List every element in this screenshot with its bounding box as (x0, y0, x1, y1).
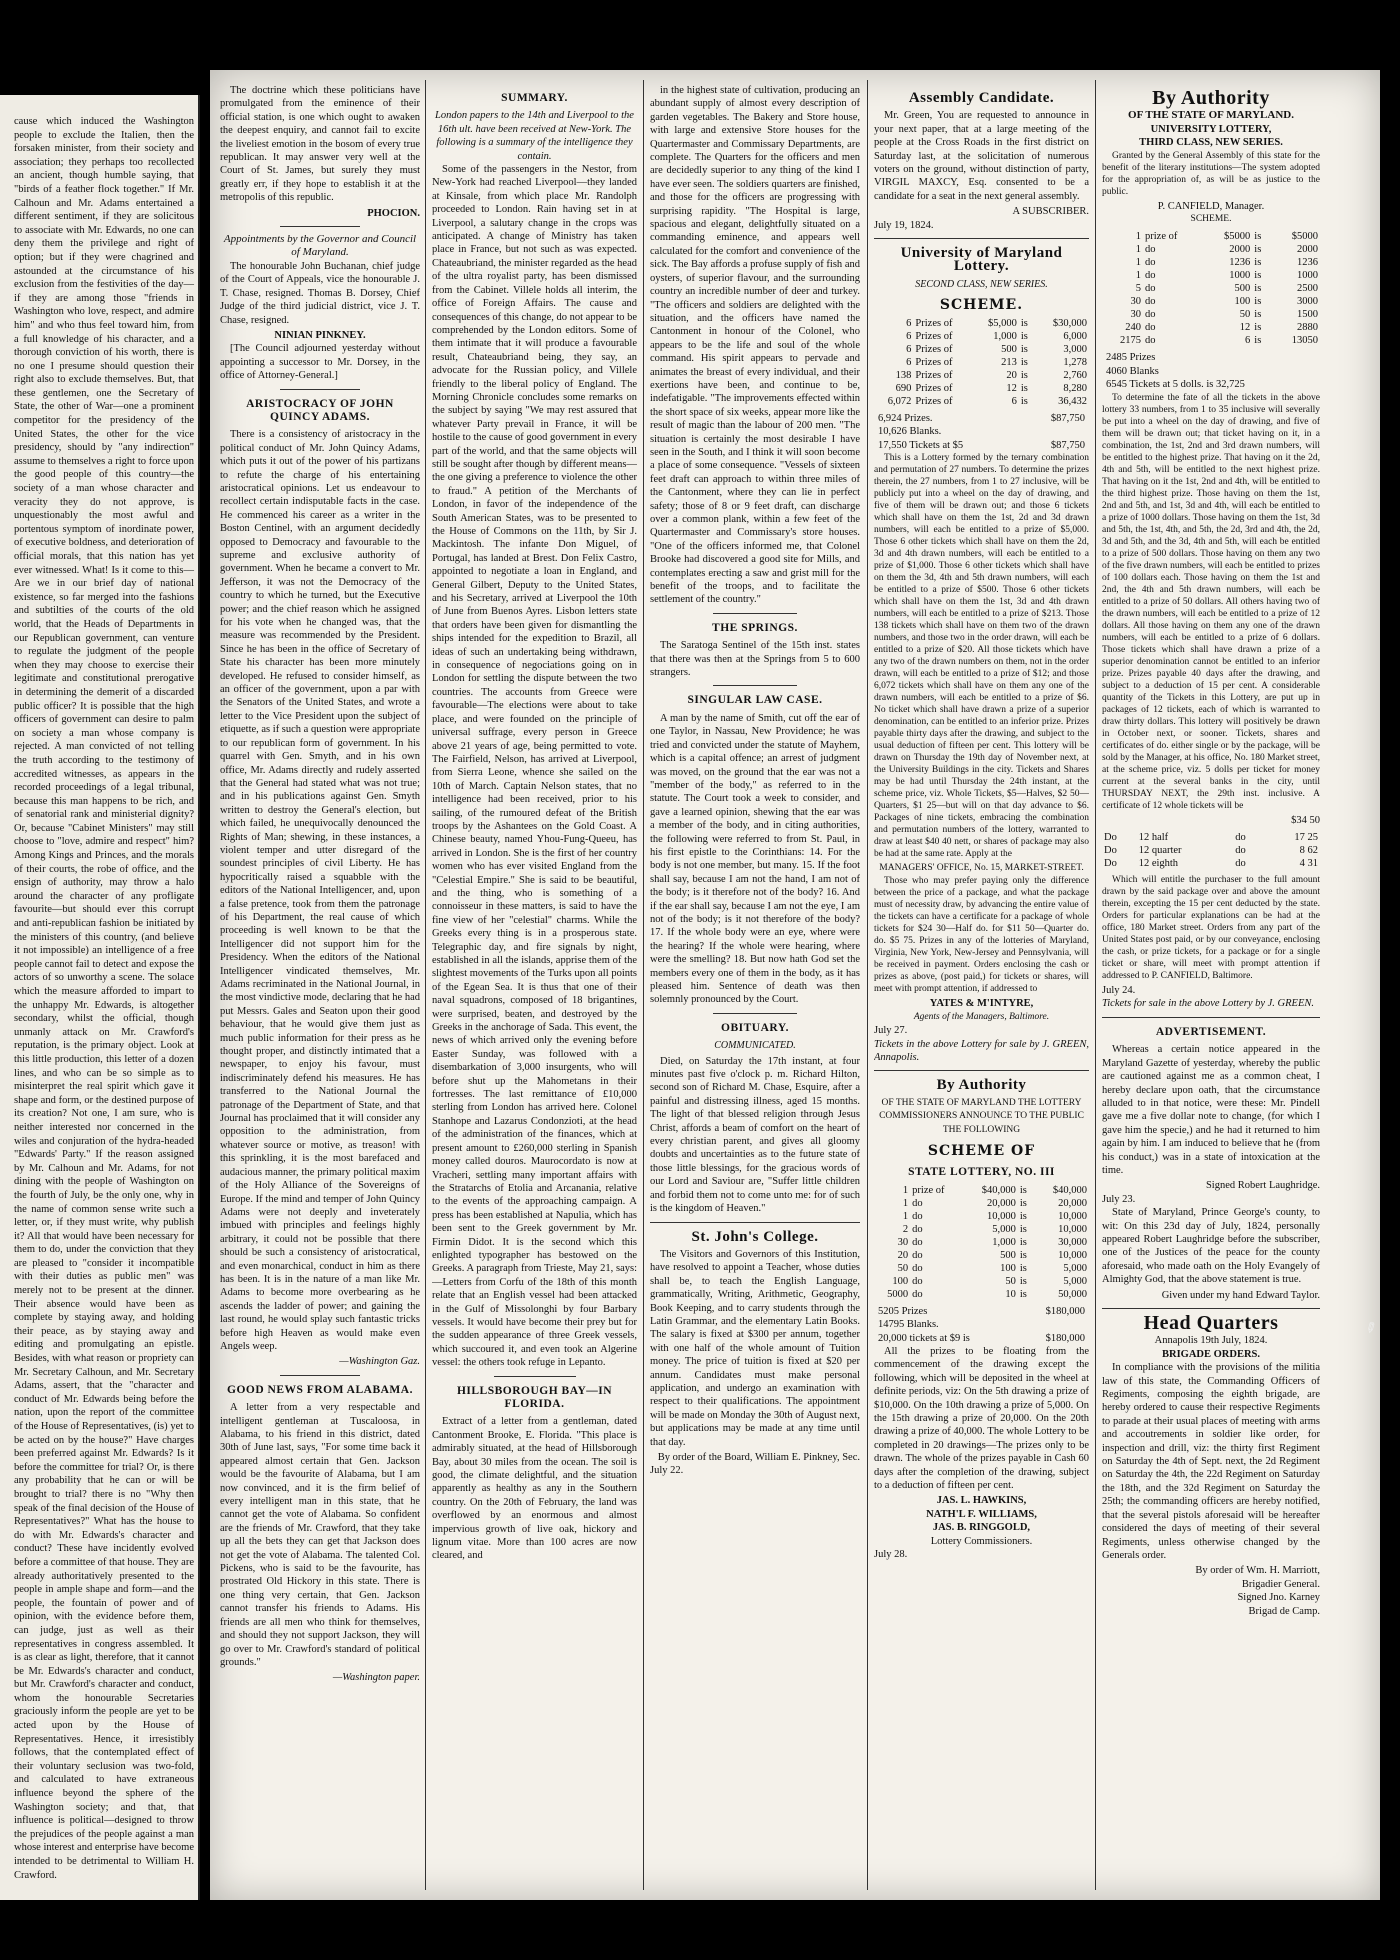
scheme-cell: 6,000 (1063, 330, 1087, 342)
scheme-row (874, 1210, 1089, 1223)
certificate-cell: do (1235, 858, 1246, 870)
scheme-cell: 12 (1006, 382, 1017, 394)
totals-label: 6545 Tickets at 5 dolls. is 32,725 (1106, 379, 1245, 391)
ad-text: This is a Lottery formed by the ternary combination and permutation of 27 numbers. To determine the prizes therein, the 27 numbers, from 1 to 27 inclusive, will be publicly put into a wheel on the day of drawing, and five of them will be drawn out; and those 6 tickets which shall have on them the 1st, 2d and 3d drawn numbers, will each be entitled to a prize of $5,000. Those 6 other tickets which shall have on them the 2d, 3d and 4th drawn numbers, will each be entitled to a prize of $1,000. Those 6 other tickets which shall have on them the 3d, 4th and 5th drawn numbers, will each be entitled to a prize of $500. Those 6 other tickets which shall have on them the 1st, 3d and 4th drawn numbers, will each be entitled to a prize of $213. Those 138 tickets which shall have on them two of the drawn numbers, and those two in the order drawn, will each be entitled to a prize of $20. All those tickets which have any two of the drawn numbers on them, not in the order drawn, will each be entitled to a prize of $12; and those 6,072 tickets which shall have on them any one of the drawn numbers, will each be entitled to a prize of $6. No ticket which shall have drawn a prize of a superior denomination, can be entitled to an inferior prize. Prizes payable thirty days after the drawing, and subject to the usual deduction of fifteen per cent. This lottery will be drawn on Thursday the 19th day of November next, at the University Buildings in the city. Tickets and Shares may be had until Thursday the 24th instant, at the scheme price, viz. Whole Tickets, $5—Halves, $2 50—Quarters, $1 25—but will on that day advance to $6. Packages of nine tickets, embracing the combination and permutation numbers of the lottery, warranted to draw at least $40 40 nett, or shares of package may also be had at the same rate. Apply at the (874, 452, 1089, 859)
totals-label: 5205 Prizes (878, 1305, 928, 1317)
scheme-cell: is (1254, 296, 1262, 308)
ad-text: To determine the fate of all the tickets in the above lottery 33 numbers, from 1 to 35 inclusive will severally be put into a wheel on the day of drawing, and five of them will be drawn out; that ticket having on it, in a combination, the 1st, 2nd and 3rd drawn numbers, will be entitled to the highest prize. That having on it the 2d, 4th and 5th, will be entitled to the next highest prize. That having on it the 1st, 2nd and 4th, will be entitled to the third highest prize. Those having on them the 1st, 2nd and 5th, and 1st, 3d and 4th, will each be entitled to a prize of 1000 dollars. Those having on them the 1st, 3d and 5th, the 1st, 4th, and 5th, the 2d, 3rd and 4th, the 2d, 3d and 5th, and the 3d, 4th and 5th, will each be entitled to a prize of 500 dollars. Those having on them any two of the five drawn numbers, will each be entitled to prizes of 100 dollars each. Those having on them the 1st and 2nd, the 4th and 5th drawn numbers, will each be entitled to a prize of 50 dollars. All others having two of the drawn numbers, will each be entitled to a prize of 12 dollars. All those having on them any one of the drawn numbers, will each be entitled to a prize of 6 dollars. Those tickets which shall have drawn a prize of a superior denomination cannot be entitled to an inferior prize. Prizes payable 40 days after the drawing, and subject to a deduction of 15 per cent. A considerable quantity of the Tickets in this Lottery, are put up in packages of 12 tickets, each of which is warranted to draw thirty dollars. This lottery will positively be drawn in October next, or sooner. Tickets, shares and certificates of do. either single or by the package, will be sold by the Manager, at his office, No. 180 Market street, at the scheme price, viz. 5 dolls per ticket for money current at the several banks in the city, until THURSDAY NEXT, the 29th inst. inclusive. A certificate of 12 whole tickets will be (1102, 392, 1320, 811)
totals-value: $180,000 (1045, 1332, 1085, 1344)
dateline: July 23. (1102, 1193, 1136, 1205)
scheme-cell: is (1019, 1184, 1027, 1196)
article-text: There is a consistency of aristocracy in the political conduct of Mr. John Quincy Adams, which puts it out of the power of his partizans to refute the charge of his entertaining aristocratical opinions. Let us endeavour to recollect certain indisputable facts in the case. He commenced his career as a writer in the Boston Centinel, with an argument decidedly opposed to Democracy and favourable to the supreme and exclusive authority of government. When he became a convert to Mr. Jefferson, it was not the Democracy of the country to which he turned, but the Executive power; and the chief reason which he assigned for his vote when he changed was, that the measure was recommended by the President. Since he has been in the office of Secretary of State his character has been more minutely developed. He refused to consider himself, as an officer of the government, upon a par with the Senators of the United States, and wrote a letter to the Vice President upon the subject of etiquette, as if such a question were appropriate to our republican form of government. In his quarrel with Gen. Smyth, and in his own office, Mr. Adams directly and rudely asserted that the General had stated what was not true; and in his publications against Gen. Smyth written to destroy the General's election, but which failed, he unequivocally denounced the Rights of Man; shewing, in these instances, a violent temper and utter disregard of the soundest principles of civil Liberty. He has hypocritically raised a squabble with the editors of the National Intelligencer, and, upon a false pretence, took from them the patronage of his Department, the real cause of which proceeding is well known to be that the Intelligencer did not support him for the Presidency. When the editors of the National Intelligencer vindicated themselves, Mr. Adams recriminated in the National Journal, in the most vindictive mode, declaring that he had put Messrs. Gales and Seaton upon their good behaviour, that he would give them just as much public information for their press as he thought proper, and distinctly intimated that a newspaper, to enjoy his favour, must indiscriminately defend his measures. He has transferred to the National Journal the patronage of the Department of State, and that Journal has proclaimed that it will consider any opposition to the administration, from whatever source or motive, as treason! with this sprinkling, it is the most barefaced and audacious manner, the primary political maxim of the Holy Alliance of the Sovereigns of Europe. If the mind and temper of John Quincy Adams were not deeply and inveterately imbued with principles and feelings highly arbitrary, it could not be possible that there should be such a consistency of aristocratical, and even monarchical, conduct in him as there has been. It is in the nature of a man like Mr. Adams to become more overbearing as he ascends the ladder of power; and gaining the last round, he would splay such fantastic tricks before high Heaven as would make even Angels weep. (220, 429, 420, 1352)
scheme-row (1102, 256, 1320, 269)
article-text: Extract of a letter from a gentleman, dated Cantonment Brooke, E. Florida. "This place is admirably situated, at the head of Hillsborough Bay, about 30 miles from the ocean. The soil is good, the climate delightful, and the situation apparently as healthy as any in the Southern country. On the 20th of February, the land was overflowed by an enormous and almost impervious growth of live oak, hickory and lignum vitae. More than 100 acres are now cleared, and (432, 1416, 637, 1562)
scheme-cell: Prizes of (915, 356, 953, 368)
signature: PHOCION. (367, 207, 420, 219)
scheme-cell: do (1145, 322, 1156, 334)
ad-subheading: OF THE STATE OF MARYLAND. (1128, 109, 1294, 122)
scheme-cell: 1 (1135, 257, 1142, 269)
scheme-cell: 2 (902, 1223, 909, 1235)
column-5 (1102, 84, 1320, 1884)
scheme-cell: 10,000 (987, 1210, 1016, 1222)
signature: Signed Jno. Karney (1237, 1592, 1320, 1604)
lottery-scheme-table (874, 1184, 1089, 1301)
scheme-cell: 20 (897, 1249, 909, 1261)
signature: NINIAN PINKNEY. (274, 329, 366, 341)
scheme-cell: $5,000 (987, 317, 1017, 329)
article-headline: THE SPRINGS. (712, 621, 798, 634)
scheme-cell: 6 (906, 356, 912, 368)
scheme-cell: 1 (902, 1184, 909, 1196)
article-text: Died, on Saturday the 17th instant, at four minutes past five o'clock p. m. Richard Hilton, second son of Richard M. Chase, Esquire, after a painful and distressing illness, aged 15 months. The light of that blessed religion through Jesus Christ, affords a beam of comfort on the heart of every christian parent, and gives all gloomy doubts and uncertainties as to the future state of those little blessings, for the gracious words of our Lord and Saviour are, "Suffer little children and forbid them not to come unto me: for of such is the kingdom of Heaven." (650, 1055, 860, 1215)
totals-label: 4060 Blanks (1106, 365, 1159, 377)
signature: By order of the Board, William E. Pinkney, Sec. (657, 1452, 860, 1463)
signature: —Washington Gaz. (339, 1356, 420, 1368)
scheme-cell: 36,432 (1058, 395, 1087, 407)
scheme-cell: is (1254, 231, 1262, 243)
scheme-totals (874, 1318, 1089, 1331)
scheme-cell: 1236 (1229, 257, 1251, 269)
totals-label: 17,550 Tickets at $5 (878, 439, 964, 451)
scheme-row (874, 317, 1089, 330)
scheme-totals (1102, 378, 1320, 391)
scheme-cell: 1 (902, 1197, 909, 1209)
scheme-cell: do (1145, 244, 1156, 256)
scheme-cell: $40,000 (1052, 1184, 1087, 1196)
column-divider (1095, 80, 1096, 1890)
ad-text: Granted by the General Assembly of this state for the benefit of the literary institutions—The system adopted for the appropriation of, as will be as justice to the public. (1102, 150, 1320, 197)
scheme-row (1102, 295, 1320, 308)
scheme-row (1102, 321, 1320, 334)
scheme-cell: do (1145, 309, 1156, 321)
certificate-cell: 12 quarter (1138, 845, 1182, 857)
scheme-cell: 10,000 (1058, 1249, 1087, 1261)
ad-text: Tickets for sale in the above Lottery by J. GREEN. (1102, 998, 1314, 1010)
section-heading: Appointments by the Governor and Council of Maryland. (223, 233, 417, 259)
article-text: [The Council adjourned yesterday without appointing a successor to Mr. Dorsey, in the office of Attorney-General.] (220, 343, 420, 382)
article-text: The Visitors and Governors of this Institution, have resolved to appoint a Teacher, whose duties shall be, to teach the English Language, grammatically, Writing, Arithmetic, Geography, Book Keeping, and to carry students through the Latin Grammar, and the elementary Latin Books. The salary is fixed at $300 per annum, together with one half of the whole amount of Tuition money. The price of tuition is fixed at $20 per annum. Candidates must make personal application, and undergo an examination with respect to their qualifications. The appointment will be made on Monday the 30th of August next, but applications may be made at any time until that day. (650, 1248, 860, 1448)
totals-label: 6,924 Prizes. (878, 412, 933, 424)
ad-headline: University of Maryland Lottery. (900, 245, 1063, 275)
scheme-row (874, 1184, 1089, 1197)
scheme-cell: 10 (1005, 1288, 1016, 1300)
scheme-cell: 5 (1135, 283, 1142, 295)
column-divider (425, 80, 426, 1890)
scheme-cell: 213 (1001, 356, 1017, 368)
scheme-cell: is (1019, 1197, 1027, 1209)
article-text: A man by the name of Smith, cut off the ear of one Taylor, in Nassau, New Providence; he was tried and convicted under the statute of Mayhem, which is a capital offence; an arrest of judgment was moved, on the ground that the ear was not a "member of the body," as referred to in the statute. The Court took a week to consider, and gave a learned opinion, shewing that the ear was a member of the body, and in citing authorities, the following were referred to from St. Paul, in his first epistle to the Corinthians: 14. For the body is not one member, but many. 15. If the foot shall say, because I am not the hand, I am not of the body; is it therefore not of the body? 16. And if the ear shall say, because I am not the eye, I am not of the body; is it not therefore of the body? 17. If the whole body were an eye, where were the hearing? If the whole were hearing, where were the smelling? 18. But now hath God set the members every one of them in the body, as it has pleased him. Sentence of death was then solemnly pronounced by the Court. (650, 712, 860, 1006)
scheme-row (1102, 243, 1320, 256)
article-headline: St. John's College. (691, 1228, 819, 1245)
certificate-row (1102, 831, 1320, 844)
scheme-row (1102, 334, 1320, 347)
dateline: July 22. (650, 1465, 684, 1477)
article-headline: SINGULAR LAW CASE. (687, 694, 823, 707)
article-text: Some of the passengers in the Nestor, from New-York had reached Liverpool—they landed at Kinsale, from which place Mr. Randolph proceeded to London. Rain having set in at Liverpool, a salutary change in the crops was anticipated. A change of Ministry has taken place in France, but not such as was expected. Chateaubriand, the minister regarded as the head of the ultra royalist party, has been dismissed from the Cabinet. Villele holds all interim, the office of Foreign Affairs. The cause and consequences of this change, do not appear to be comprehended by the London editors. Some of them intimate that it will produce a favourable result, Chateaubriand being, they say, an advocate for the Russian policy, and Villele friendly to the liberal policy of England. The Morning Chronicle concludes some remarks on the subject by saying "We may rest assured that whatever Party prevail in France, it will be hostile to the cause of good government in every part of the world, and that the same objects will still be sought after though by different means—the one giving a preference to violence the other to fraud." A petition of the Merchants of London, in favor of the independence of the South American States, was to be presented to the House of Commons on the 11th, by Sir J. Mackintosh. The infante Don Miguel, of Portugal, has landed at Brest. Don Felix Castro, appointed to negotiate a loan in England, and General Gilbert, Deputy to the United States, and his Secretary, arrived at Liverpool the 10th of June from Buenos Ayres. Lisbon letters state that orders have been given for dismantling the ships intended for the expedition to Brazil, all ideas of such an undertaking being withdrawn, in consequence of negociations going on in London for settling the dispute between the two countries. The accounts from Greece were favourable—The elections were about to take place, and were founded on the principle of universal suffrage, every person in Greece above 21 years of age, being permitted to vote. The Fairfield, Nelson, has arrived at Liverpool, from Sierra Leone, whence she sailed on the 10th of March. Captain Nelson states, that no intelligence had been received, prior to his sailing, of the rumoured defeat of the British troops by the Ashantees on the Gold Coast. A Chinese beauty, named Yhou-Fung-Queeu, has arrived in London. She is the first of her country women who has ever visited England from the "Celestial Empire." She is said to be beautiful, and the thing, who is something of a connoisseur in these matters, is said to have the fine view of her "celestial" charms. While the Greeks every thing is in a prosperous state. Telegraphic day, and fire signals by night, established in all the islands, apprise them of the slightest movements of the Turks upon all points of the Egean Sea. It is thus that one of their naval squadrons, composed of 18 brigantines, were surprised, beaten, and destroyed by the Greeks in the anchorage of Sada. This event, the news of which arrived only the evening before Easter Sunday, was followed with a disembarkation of 3,000 insurgents, who will before shut up the Mahometans in their fortresses. The last remittance of £10,000 sterling from London has arrived here. Colonel Stanhope and Lazarus Condonzioti, at the head of the administration of the finances, which at present amount to £260,000 sterling in Spanish money called douros. Maurocordato is now at Vracheri, settling many important affairs with the Stratarchs of Etolia and Arcanania, relative to the events of the approaching campaign. A press has been established at Napulia, which has been sent to the Greek government by Mr. Firmin Didot. It is the second which this enlighted typographer has bestowed on the Greeks. A paragraph from Trieste, May 21, says:—Letters from Corfu of the 18th of this month relate that an English vessel had been attacked in the Gulf of Missolonghi by four Barbary vessels. It would have become their prey but for the sudden appearance of three Greek vessels, which succoured it, and even took an Algerine vessel: the others took refuge in Lepanto. (432, 164, 637, 1369)
dateline: July 19, 1824. (874, 219, 934, 231)
scheme-cell: do (912, 1275, 923, 1287)
scheme-cell: 2000 (1297, 244, 1318, 256)
scheme-totals (874, 412, 1089, 425)
scheme-cell: 1,000 (993, 330, 1017, 342)
scheme-cell: 10,000 (1058, 1223, 1087, 1235)
section-subheading: COMMUNICATED. (714, 1040, 796, 1052)
article-intro: London papers to the 14th and Liverpool to the 16th ult. have been received at New-York. The following is a summary of the intelligence they contain. (435, 110, 634, 162)
signature: Brigadier General. (1241, 1578, 1320, 1590)
article-headline: GOOD NEWS FROM ALABAMA. (227, 1383, 413, 1396)
scheme-cell: is (1254, 335, 1262, 347)
scheme-cell: 8,280 (1063, 382, 1087, 394)
article-text: A letter from a very respectable and intelligent gentleman at Tuscaloosa, in Alabama, to his friend in this district, dated 30th of June last, says, "For some time back it appeared almost certain that Gen. Jackson would be the favourite of Alabama, but I am now convinced, and it is the firm belief of every intelligent man in this state, that he cannot get the vote of Alabama. So confident are the friends of Mr. Crawford, that they take up all the bets they can get that Jackson does not get the vote of Alabama. The talented Col. Pickens, who is said to be the favourite, has prostrated Old Hickory in this state. There is one thing very certain, that Gen. Jackson cannot transfer his friends to Adams. His friends are all men who think for themselves, and should they not support Jackson, they will go over to Mr. Crawford's standard of political grounds." (220, 1402, 420, 1668)
certificate-cell: do (1235, 845, 1246, 857)
certificate-cell: Do (1104, 845, 1117, 857)
lottery-scheme-table (874, 317, 1089, 408)
scheme-cell: is (1019, 1288, 1027, 1300)
scheme-row (874, 330, 1089, 343)
signature: By order of Wm. H. Marriott, (1195, 1565, 1320, 1577)
scheme-cell: 100 (892, 1275, 909, 1287)
scheme-cell: 30 (897, 1236, 909, 1248)
scheme-cell: 1 (1135, 244, 1142, 256)
certificate-row (1102, 844, 1320, 857)
scheme-cell: do (912, 1197, 923, 1209)
scheme-cell: do (912, 1223, 923, 1235)
scheme-cell: do (912, 1288, 923, 1300)
scheme-row (1102, 269, 1320, 282)
scheme-cell: 1000 (1297, 270, 1318, 282)
ad-subheading: UNIVERSITY LOTTERY, (1150, 123, 1272, 135)
scheme-cell: 6 (1011, 395, 1017, 407)
scheme-cell: 30,000 (1058, 1236, 1087, 1248)
scheme-cell: is (1254, 257, 1262, 269)
scheme-cell: 5,000 (992, 1223, 1016, 1235)
article-text: The honourable John Buchanan, chief judge of the Court of Appeals, vice the honourable J. T. Chase, resigned. Thomas B. Dorsey, Chief Judge of the third judicial district, vice J. T. Chase, resigned. (220, 260, 420, 326)
signature: A SUBSCRIBER. (1012, 206, 1089, 218)
scheme-cell: $5000 (1224, 231, 1251, 243)
scheme-cell: is (1019, 1262, 1027, 1274)
scheme-cell: 50 (897, 1262, 909, 1274)
scheme-row (1102, 282, 1320, 295)
scheme-cell: is (1254, 309, 1262, 321)
newspaper-page (210, 70, 1380, 1900)
certificate-table (1102, 831, 1320, 870)
scheme-row (874, 1262, 1089, 1275)
article-headline: HILLSBOROUGH BAY—IN FLORIDA. (456, 1384, 613, 1410)
scheme-cell: is (1020, 356, 1028, 368)
scheme-cell: 1 (902, 1210, 909, 1222)
ad-headline: Head Quarters (1143, 1312, 1279, 1334)
scheme-cell: 2000 (1229, 244, 1251, 256)
scheme-cell: 690 (895, 382, 912, 394)
totals-label: 10,626 Blanks. (878, 426, 942, 438)
signature: Agents of the Managers, Baltimore. (913, 1011, 1050, 1022)
signature: Lottery Commissioners. (930, 1535, 1033, 1547)
scheme-cell: Prizes of (915, 330, 953, 342)
ad-text: Which will entitle the purchaser to the full amount drawn by the said package over and above the amount therein, excepting the 15 per cent deducted by the state. Orders for particular explanations can be had at the office, 180 Market street. Orders from any part of the United States post paid, or by our conveyance, enclosing the cash, or prize tickets, for a package or for a single ticket or share, will meet with prompt attention if addressed to P. CANFIELD, Baltimore. (1102, 875, 1320, 982)
ad-subheading: SCHEME. (1190, 214, 1232, 225)
article-text: in the highest state of cultivation, producing an abundant supply of almost every description of garden vegetables. The Bakery and Store house, with large and extensive Store houses for the Quartermaster and Commissary Departments, are complete. The Quarters for the officers and men are decidedly superior to any thing of the kind I have ever seen. The soldiers quarters are finished, and those for the officers are progressing with surprising rapidity. "The Hospital is large, spacious and elegant, delightfully situated on a commanding eminence, and appears well calculated for the comfort and convenience of the sick. The Bay affords a profuse supply of fish and oysters, of superior flavour, and the surrounding country an incredible number of deer and turkey. "The officers and soldiers are delighted with the situation, and the officers have named the Cantonment in honour of the Colonel, who appears to be the life and soul of the whole command. His spirit appears to pervade and animates the breast of every individual, and their exertions have been, and continue to be, indefatigable. "The improvements effected within the short space of six weeks, appear more like the result of magic than the labour of 200 men. "The situation is certainly the most desirable I have seen in the South, and I think it will soon become a place of some consequence. "Vessels of sixteen feet draft can approach to within three miles of the Cantonment, where they can lie in perfect safety; those of 8 or 9 feet draft, can discharge over a common plank, within a few feet of the Quartermaster and Commissary's store houses. "One of the officers informed me, that Colonel Brooke had discovered a good site for Mills, and contemplates erecting a saw and grist mill for the benefit of the troops, and to facilitate the settlement of the country." (650, 85, 860, 606)
ad-headline: ADVERTISEMENT. (1155, 1025, 1267, 1038)
scheme-cell: 138 (895, 369, 912, 381)
scheme-cell: do (912, 1249, 923, 1261)
ad-headline: SCHEME OF (927, 1142, 1036, 1159)
scheme-cell: 1,278 (1063, 356, 1087, 368)
totals-label: 20,000 tickets at $9 is (878, 1332, 970, 1344)
scheme-cell: do (1145, 296, 1156, 308)
ad-address: MANAGERS' OFFICE, No. 15, MARKET-STREET. (879, 862, 1084, 873)
scheme-cell: 13050 (1291, 335, 1318, 347)
ad-subheading: Annapolis 19th July, 1824. (1154, 1335, 1268, 1347)
certificate-cell: 12 half (1138, 832, 1169, 844)
signature: Given under my hand Edward Taylor. (1161, 1289, 1320, 1301)
ad-subheading: BRIGADE ORDERS. (1161, 1348, 1261, 1360)
scheme-cell: 500 (1234, 283, 1251, 295)
scheme-cell: is (1019, 1223, 1027, 1235)
scheme-row (874, 1223, 1089, 1236)
scheme-cell: is (1254, 322, 1262, 334)
certificate-cell: 8 62 (1299, 845, 1318, 857)
ad-headline: By Authority (1152, 87, 1270, 109)
scheme-cell: 6,072 (887, 395, 912, 407)
scheme-row (874, 369, 1089, 382)
scheme-cell: 6 (906, 317, 912, 329)
dateline: July 24. (1102, 985, 1136, 997)
scheme-cell: 2,760 (1063, 369, 1087, 381)
scheme-cell: 6 (906, 343, 912, 355)
ad-subheading: OF THE STATE OF MARYLAND THE LOTTERY COMMISSIONERS ANNOUNCE TO THE PUBLIC THE FOLLOWING (879, 1097, 1084, 1135)
signature: JAS. L. HAWKINS, (936, 1495, 1027, 1507)
scheme-totals (874, 1332, 1089, 1345)
ad-text: State of Maryland, Prince George's county, to wit: On this 23d day of July, 1824, personally appeared Robert Laughridge before the subscriber, one of the Justices of the peace for the county aforesaid, who made oath on the Holy Evangely of Almighty God, that the above statement is true. (1102, 1207, 1320, 1286)
scheme-cell: 20,000 (1058, 1197, 1087, 1209)
signature: Brigad de Camp. (1248, 1605, 1320, 1617)
signature: NATH'L F. WILLIAMS, (926, 1508, 1037, 1520)
ad-text: In compliance with the provisions of the militia law of this state, the Commanding Officers of Regiments, composing the eighth brigade, are hereby ordered to cause their respective Regiments to parade at their usual places of meeting with arms and accoutrements in soldier like order, for inspection and drill, viz: the thirty first Regiment on Saturday the 4th of Sept. next, the 2d Regiment on Saturday the 4th, the 22d Regiment on Saturday the 18th, and the 32d Regiment on Saturday the 25th; the commanding officers are hereby notified, that the several pistols aforesaid will be hereafter considered the days of meeting of their several Regiments, unless otherwise changed by the Generals order. (1102, 1362, 1320, 1561)
scheme-cell: 50 (1005, 1275, 1016, 1287)
column-divider (867, 80, 868, 1890)
signature: Signed Robert Laughridge. (1205, 1180, 1320, 1192)
scheme-row (874, 395, 1089, 408)
scheme-cell: Prizes of (915, 317, 953, 329)
totals-value: $87,750 (1050, 439, 1085, 451)
scheme-cell: 20 (1006, 369, 1017, 381)
ad-text: All the prizes to be floating from the commencement of the drawing except the following, which will be deposited in the wheel at definite periods, viz: On the 5th drawing a prize of $10,000. On the 10th drawing a prize of 5,000. On the 15th drawing a prize of 20,000. On the 20th drawing a prize of 40,000. The whole Lottery to be completed in 20 drawings—The prizes only to be drawn. The whole of the prizes payable in Cash 60 days after the completion of the drawing, subject to a deduction of fifteen per cent. (874, 1346, 1089, 1492)
certificate-cell: 17 25 (1294, 832, 1318, 844)
scheme-cell: 100 (1234, 296, 1251, 308)
ad-headline: SCHEME. (939, 297, 1024, 314)
scheme-cell: 30 (1130, 309, 1142, 321)
scheme-cell: do (912, 1262, 923, 1274)
scheme-cell: Prizes of (915, 343, 953, 355)
scheme-totals (1102, 365, 1320, 378)
scheme-cell: 1,000 (992, 1236, 1016, 1248)
scheme-totals (874, 425, 1089, 438)
scheme-row (874, 1236, 1089, 1249)
ad-subheading: SECOND CLASS, NEW SERIES. (915, 278, 1048, 290)
scheme-cell: 3,000 (1063, 343, 1087, 355)
totals-label: 14795 Blanks. (878, 1319, 939, 1331)
scheme-totals (874, 439, 1089, 452)
scheme-cell: is (1019, 1249, 1027, 1261)
scheme-cell: is (1020, 395, 1028, 407)
column-1 (220, 84, 420, 1884)
scheme-row (874, 343, 1089, 356)
certificate-cell: Do (1104, 832, 1117, 844)
scheme-totals (874, 1305, 1089, 1318)
scheme-cell: do (912, 1210, 923, 1222)
scheme-cell: is (1020, 317, 1028, 329)
scheme-cell: do (912, 1236, 923, 1248)
scheme-cell: do (1145, 257, 1156, 269)
article-headline: OBITUARY. (721, 1021, 789, 1034)
scheme-cell: 1 (1135, 231, 1142, 243)
scheme-row (874, 1249, 1089, 1262)
scheme-cell: 1 (1135, 270, 1142, 282)
scheme-totals (1102, 351, 1320, 364)
column-divider (198, 95, 200, 1900)
scheme-cell: 30 (1130, 296, 1142, 308)
ad-text: Those who may prefer paying only the difference between the price of a package, and what the package must of necessity draw, by advancing the entire value of the tickets can have a certificate for a package of whole tickets for $24 30—Half do. for $11 50—Quarter do. do. $5 75. Prizes in any of the lotteries of Maryland, Virginia, New York, New-Jersey and Pennsylvania, will be received in payment. Orders enclosing the cash or prizes as above, (post paid,) for tickets or shares, will meet with prompt attention, if addressed to (874, 876, 1089, 995)
certificate-cell: do (1235, 832, 1246, 844)
dateline: July 27. (874, 1025, 908, 1037)
scheme-cell: is (1019, 1210, 1027, 1222)
scheme-cell: is (1020, 343, 1028, 355)
scheme-cell: is (1019, 1236, 1027, 1248)
manager-name: P. CANFIELD, Manager. (1157, 200, 1265, 212)
scheme-cell: 500 (1000, 1249, 1016, 1261)
scheme-cell: 240 (1125, 322, 1142, 334)
signature: YATES & M'INTYRE, (929, 998, 1034, 1010)
scheme-row (1102, 230, 1320, 243)
signature: —Washington paper. (332, 1672, 420, 1684)
article-headline: ARISTOCRACY OF JOHN QUINCY ADAMS. (246, 397, 394, 423)
column-divider (643, 80, 644, 1890)
scheme-cell: 50,000 (1058, 1288, 1087, 1300)
scheme-cell: is (1020, 382, 1028, 394)
scheme-cell: 3000 (1297, 296, 1318, 308)
scheme-cell: 5,000 (1063, 1275, 1087, 1287)
article-text: The doctrine which these politicians have promulgated from the eminence of their official station, is one which ought to awaken the deepest enquiry, and cannot fail to excite the liveliest emotion in the bosom of every true republican. It may answer very well at the Court of St. James, but surely they must greatly err, if they hope to establish it at the metropolis of this republic. (220, 85, 420, 204)
dateline: July 28. (874, 1549, 908, 1561)
scheme-row (1102, 308, 1320, 321)
scheme-cell: is (1254, 283, 1262, 295)
signature: JAS. B. RINGGOLD, (932, 1522, 1031, 1534)
ad-text: Tickets in the above Lottery for sale by J. GREEN, Annapolis. (874, 1038, 1089, 1063)
scheme-cell: $5000 (1291, 231, 1318, 243)
scheme-cell: 5000 (887, 1288, 909, 1300)
scheme-row (874, 1288, 1089, 1301)
scheme-cell: is (1254, 270, 1262, 282)
scheme-cell: $30,000 (1052, 317, 1087, 329)
scheme-cell: is (1020, 369, 1028, 381)
scheme-cell: 2500 (1297, 283, 1318, 295)
ad-headline: STATE LOTTERY, NO. III (908, 1166, 1055, 1179)
scheme-cell: 100 (1000, 1262, 1016, 1274)
ad-headline: Assembly Candidate. (908, 90, 1055, 106)
scheme-cell: 20,000 (987, 1197, 1016, 1209)
scheme-cell: prize of (912, 1184, 945, 1196)
scheme-cell: do (1145, 270, 1156, 282)
scheme-cell: prize of (1145, 231, 1178, 243)
scheme-cell: 1000 (1229, 270, 1251, 282)
article-headline: SUMMARY. (501, 92, 568, 104)
scheme-cell: do (1145, 335, 1156, 347)
certificate-cell: 12 eighth (1138, 858, 1179, 870)
totals-label: 2485 Prizes (1106, 352, 1156, 364)
left-column-text: cause which induced the Washington people to exclude the Italien, then the forsaken minister, from their society and association; they perhaps too recollected an ancient, though humble saying, that "birds of a feather flock together." If Mr. Calhoun and Mr. Adams entertained a different sentiment, if they are solicitous to associate with Mr. Edwards, no one can deny them the privilege and right of option; but if they were chagrined and astounded at the circumstance of his exclusion from the festivities of the day—if they are among those "friends in Washington who love, respect, and admire him" and who thus feel toward him, from a full knowledge of his character, and a thorough conviction of his worth, there is no one I presume should question their right also to exclude themselves. But, that these gentlemen, one the Secretary of State, the other of War—one a prominent competitor for the presidency of the United States, the other for the vice presidency, should by "any indirection" assume to themselves a right to force upon the good people of this country—the society of a man whose character and veracity they do not approve, is unquestionably the most awful and portentous symptom of inordinate power, of executive boldness, and deterioration of official morals, that this nation has yet ever witnessed. What! Is it come to this—Are we in our brief day of national existence, so far merged into the fashions and subtilties of the courts of the old world, that the Heads of Departments in our Republican government, can venture to regulate the judgment of the people when they may choose to exercise their legitimate and constitutional prerogative in determining the demerit of a discarded public officer? It is possible that the high officers of government can desire to palm on society a man whose company is rejected. A man convicted of not telling the truth according to the testimony of accredited witnesses, as appears in the recorded proceedings of a legal tribunal, because this man happens to be rich, and of senatorial rank and ministerial dignity? Or, because "Cabinet Ministers" may still choose to "love, admire and respect" him? Among Kings and Princes, and the morals of their courts, the robe of office, and the ensign of authority, may throw a halo around the character of any profligate favourite—but should ever this corrupt and anti-republican fashion be initiated by the ministers of this country, (and believe it not impossible) an intelligence of a free people cannot fail to detect and expose the actors of so unworthy a scene. The solace which the measure afforded to impart to the unhappy Mr. Edwards, is altogether secondary, whilst the official, though unmanly attack on Mr. Crawford's reputation, is the primary object. Look at this little production, this letter of a dozen lines, and who can be so simple as to misinterpret the real spirit which gave it shape and form, or the destined purpose of its creation? Not one, I am sure, who is neither interested nor concerned in the wiles and conjuration of the hydra-headed "Edwards' Party." If the reason assigned by Mr. Calhoun and Mr. Adams, for not dining with the people of Washington on the fourth of July, be the only one, why in the name of common sense write such a letter, or, if they must write, why publish it? All that would have been necessary for them to do, under the conviction that they are pleased to "consider it incompatible with their duties as public men" was merely not to be present at the dinner. Their absence would have been as complete by staying away, and holding their peace, as by staying away and editing and promulgating an epistle. Besides, with what reason or propriety can Mr. Secretary Calhoun, and Mr. Secretary Adams, assert, that the "character and conduct of Mr. Edwards being before the nation, upon the report of the committee of the House of Representatives, (is) yet to be acted on by the house?" Have charges been preferred against Mr. Edwards? Is it before the committee for trial? Or, is there any probability that he can or will be brought to trial? there is no "Why then speak of the final decision of the House of Representatives?" What has the house to do with Mr. Edwards's character and conduct? These have incidently evolved before a committee of that house. They are already authoritatively presented to the people in ample shape and form—and the people, the fountain of power and of opinion, with the evidence before them, can judge, just as well as their representatives in congress assembled. It is as clear as light, therefore, that it cannot be Mr. Edwards's character and conduct, but Mr. Crawford's character and conduct, whom the honourable Secretaries graciously inform the people are yet to be acted upon by the House of Representatives. Hence, it irresistibly follows, that the contemplated effect of their voluntary seclusion was two-fold, and calculated to have extraneous influence beyond the sphere of the Washington society; and that, that influence is political—designed to throw the prejudices of the people against a man whose interest and enterprise have become intended to be detrimental to William H. Crawford. (14, 116, 194, 1881)
scheme-cell: $40,000 (981, 1184, 1016, 1196)
scheme-cell: 1236 (1297, 257, 1318, 269)
scheme-cell: 500 (1001, 343, 1017, 355)
ad-text: Whereas a certain notice appeared in the Maryland Gazette of yesterday, whereby the public are cautioned against me as a common cheat, I hereby declare upon oath, that the circumstance alluded to in that notice, were these: Mr. Pindell gave me a five dollar note to change, (for which I gave him the specie,) and he had it returned to him again by him. I am induced to believe that he (from his conduct,) was in a state of intoxication at the time. (1102, 1044, 1320, 1176)
scheme-cell: 6 (906, 330, 912, 342)
totals-value: $180,000 (1045, 1305, 1085, 1317)
column-2 (432, 84, 637, 1884)
scheme-cell: Prizes of (915, 395, 953, 407)
column-4 (874, 84, 1089, 1884)
scheme-cell: Prizes of (915, 369, 953, 381)
scheme-cell: 6 (1245, 335, 1251, 347)
scheme-row (874, 1275, 1089, 1288)
scheme-cell: 2175 (1120, 335, 1142, 347)
scheme-cell: is (1020, 330, 1028, 342)
lottery-scheme-table (1102, 230, 1320, 347)
totals-value: $87,750 (1050, 412, 1085, 424)
certificate-cell: Do (1104, 858, 1117, 870)
scheme-row (874, 356, 1089, 369)
scheme-cell: 1500 (1297, 309, 1318, 321)
scheme-cell: 2880 (1297, 322, 1318, 334)
scheme-cell: 12 (1239, 322, 1251, 334)
ad-text: Mr. Green, You are requested to announce in your next paper, that at a large meeting of the people at the Cross Roads in the first district on Saturday last, at the solicitation of numerous voters on the ground, without distinction of party, VIRGIL MAXCY, Esq. consented to be a candidate for a seat in the next general assembly. (874, 110, 1089, 202)
certificate-first: $34 50 (1291, 814, 1320, 826)
scheme-cell: 5,000 (1063, 1262, 1087, 1274)
scheme-cell: is (1019, 1275, 1027, 1287)
certificate-cell: 4 31 (1299, 858, 1318, 870)
scheme-row (874, 382, 1089, 395)
margin-handwriting: ✎ (1360, 1318, 1380, 1338)
ad-subheading: THIRD CLASS, NEW SERIES. (1139, 137, 1283, 149)
column-3 (650, 84, 860, 1884)
scheme-cell: 50 (1239, 309, 1251, 321)
certificate-row (1102, 857, 1320, 870)
left-column-fragment (0, 95, 200, 1900)
ad-headline: By Authority (936, 1077, 1027, 1094)
scheme-cell: Prizes of (915, 382, 953, 394)
article-text: The Saratoga Sentinel of the 15th inst. states that there was then at the Springs from 5 to 600 strangers. (650, 640, 860, 679)
scheme-cell: do (1145, 283, 1156, 295)
scheme-row (874, 1197, 1089, 1210)
scheme-cell: is (1254, 244, 1262, 256)
scheme-cell: 10,000 (1058, 1210, 1087, 1222)
